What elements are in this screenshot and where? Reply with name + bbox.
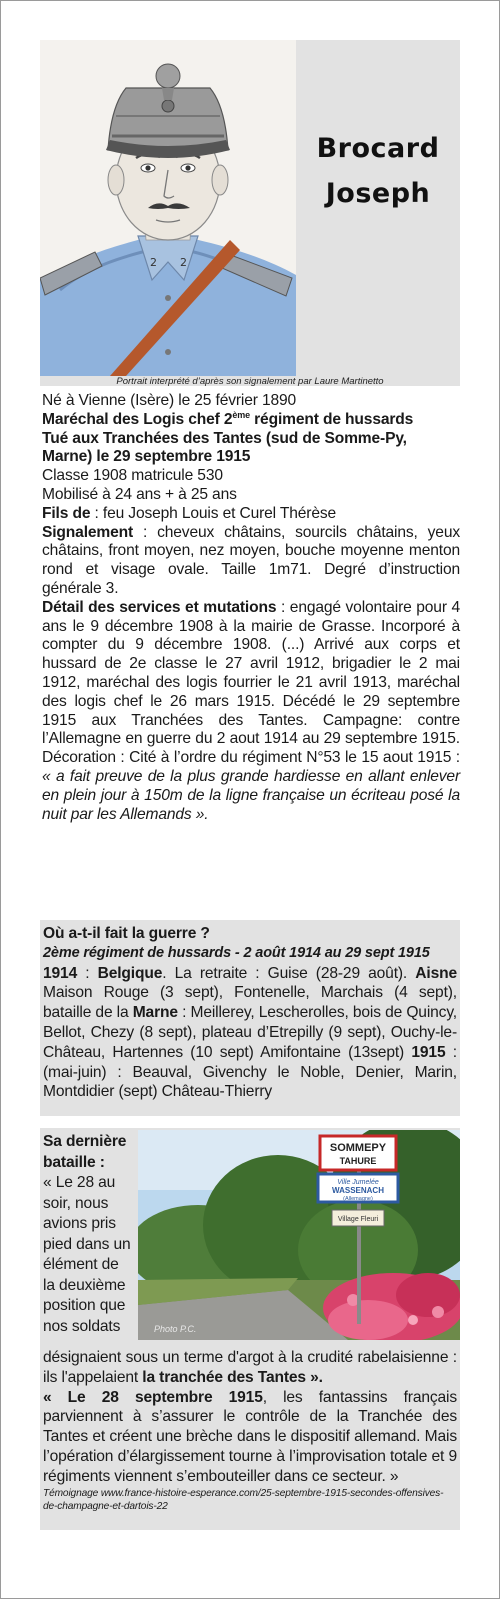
parents-line [42, 505, 460, 524]
battle-paragraph-2 [43, 1388, 457, 1487]
year-1914: 1914 [43, 964, 78, 982]
battle-paragraph-1 [43, 1348, 457, 1388]
side-line: la deuxième [43, 1276, 126, 1294]
sign-twinned-town: WASSENACH [331, 1186, 385, 1195]
side-line: « Le 28 au [43, 1174, 116, 1191]
killed-line-2: Marne) le 29 septembre 1915 [42, 448, 251, 466]
battle-main-text [43, 1348, 457, 1513]
campaign-text-4: : (mai-juin) : Beauval, Givenchy le Noble, Denier, Marin, Montdidier (sept) Château-Thierry [43, 1043, 457, 1101]
biography [42, 392, 460, 824]
campaign-text-3: : Meillerey, Lescherolles, bois de Quincy, Bellot, Chezy (8 sept), plateau d’Etrepilly (9 sept), Ouchy-le-Château, Hartennes (10 sept) Amifontaine (13sept) [43, 1004, 457, 1061]
parents-text: : feu Joseph Louis et Curel Thérèse [90, 504, 337, 522]
services-text: : engagé volontaire pour 4 ans le 9 décembre 1908 à la mairie de Grasse. Incorporé à compter du 9 décembre 1908. (...) Arrivé aux corps et hussard de 2e classe le 27 avril 1912, brigadier le 2 mai 1912, maréchal des logis fourrier le 21 avril 1913, maréchal des logis chef le 26 mars 1915. Décédé le 29 septembre 1915 aux Tranchées des Tantes. Campagne: contre l’Allemagne en guerre du 2 aout 1914 au 29 septembre 1915. Décoration : Cité à l’ordre du régiment N°53 le 15 aout 1915 : [42, 598, 461, 767]
side-line: nos soldats [43, 1317, 121, 1335]
side-line: position que [43, 1297, 126, 1314]
parents-label: Fils de [42, 504, 91, 522]
name-line-1: Brocard [316, 133, 440, 164]
rank-regiment: régiment de hussards [249, 410, 414, 428]
side-line: pied dans un [43, 1235, 131, 1253]
trench-name: la tranchée des Tantes [142, 1368, 306, 1386]
campaign-text-1: . La retraite : Guise (28-29 août). [162, 964, 416, 982]
side-line: avions pris [43, 1215, 116, 1232]
birth-line: Né à Vienne (Isère) le 25 février 1890 [42, 392, 297, 409]
side-line: élément de [43, 1256, 119, 1273]
soldier-name [296, 126, 460, 216]
village-photo [138, 1130, 460, 1340]
photo-credit: Photo P.C. [154, 1324, 197, 1334]
battle-text-1: désignaient sous un terme d'argot à la crudité rabelaisienne : ils l'appelaient [43, 1349, 457, 1386]
place-marne: Marne [132, 1004, 178, 1022]
source-note: Témoignage www.france-histoire-esperance.com/25-septembre-1915-secondes-offensives-de-champagne-et-dartois-22 [43, 1487, 444, 1512]
signalement-paragraph [42, 524, 460, 599]
campaign-text-2: Maison Rouge (3 sept), Fontenelle, Marchais (4 sept), bataille de la [43, 984, 457, 1022]
separator: : [77, 964, 98, 982]
services-label: Détail des services et mutations [42, 598, 277, 616]
battle-section [40, 1128, 460, 1530]
side-line: soir, nous [43, 1194, 109, 1212]
sign-twinned-country: (Allemagne) [343, 1196, 373, 1202]
killed-line-1: Tué aux Tranchées des Tantes (sud de Somme-Py, [42, 429, 407, 447]
battle-heading-2: bataille : [43, 1153, 105, 1171]
collar-number-left: 2 [150, 256, 157, 269]
place-aisne: Aisne [415, 964, 457, 982]
rank-superscript: ème [232, 409, 250, 420]
rank-text: Maréchal des Logis chef 2 [42, 410, 233, 428]
battle-text-2: , les fantassins français parviennent à s’assurer le contrôle de la Tranchée des Tantes et créent une brèche dans le dispositif allemand. Mais l’opération d’élargissement tourne à l’improvisation totale et 9 régiments viennent s’embouteiller dans ce secteur. » [43, 1388, 457, 1485]
portrait-drawing [40, 40, 296, 376]
rank-line [42, 411, 460, 430]
citation-text: « a fait preuve de la plus grande hardiesse en allant enlever en plein jour à 150m de la ligne française un écriteau posé la nuit par les Allemands ». [42, 767, 460, 823]
classe-line: Classe 1908 matricule 530 [42, 467, 223, 485]
war-heading: Où a-t-il fait la guerre ? [43, 925, 210, 942]
battle-side-text [43, 1132, 143, 1337]
collar-number-right: 2 [180, 256, 187, 269]
services-paragraph [42, 599, 460, 825]
war-section [40, 920, 460, 1116]
place-belgique: Belgique [97, 964, 163, 982]
sign-village-fleuri: Village Fleuri [337, 1216, 379, 1223]
sign-town-name: SOMMEPY [329, 1142, 387, 1154]
name-line-2: Joseph [325, 178, 431, 209]
battle-heading-1: Sa dernière [43, 1133, 127, 1150]
signalement-text: : cheveux châtains, sourcils châtains, yeux châtains, front moyen, nez moyen, bouche moyenne menton rond et visage ovale. Taille 1m71. Degré d’instruction générale 3. [42, 523, 460, 597]
signalement-label: Signalement [42, 523, 134, 541]
war-subheading: 2ème régiment de hussards - 2 août 1914 au 29 sept 1915 [43, 944, 430, 961]
war-campaigns [43, 964, 457, 1103]
battle-date: « Le 28 septembre 1915 [43, 1388, 263, 1406]
mobilise-line: Mobilisé à 24 ans + à 25 ans [42, 485, 237, 503]
sign-twinned: Ville Jumelée [337, 1179, 379, 1186]
sign-town-name-2: TAHURE [339, 1156, 377, 1166]
portrait-caption: Portrait interprété d’après son signalement par Laure Martinetto [116, 376, 384, 387]
year-1915: 1915 [411, 1043, 446, 1061]
battle-text-1-end: ». [305, 1368, 323, 1386]
